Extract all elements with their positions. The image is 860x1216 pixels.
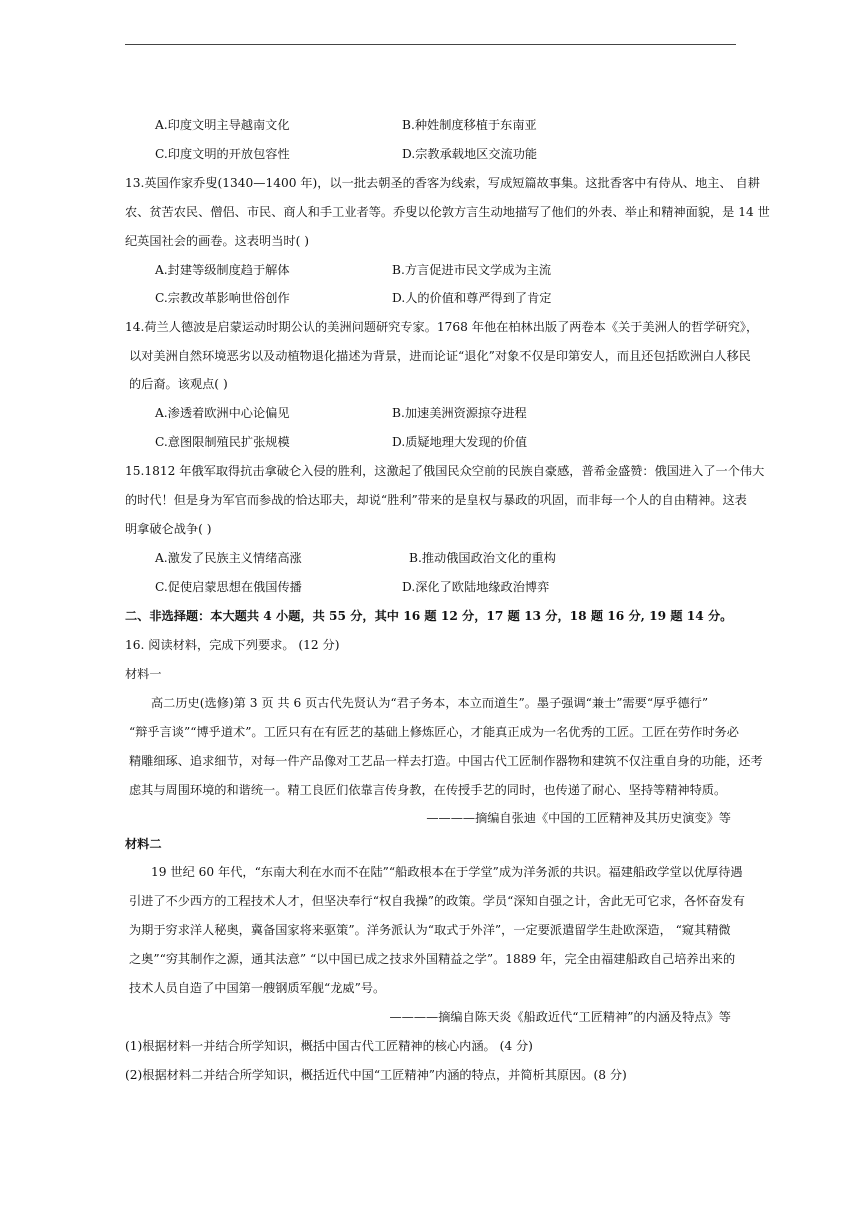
- q16-stem: 16. 阅读材料，完成下列要求。 (12 分): [125, 638, 340, 652]
- q15-option-a: A.激发了民族主义情绪高涨: [155, 551, 302, 565]
- q15-stem-line: 明拿破仑战争( ): [125, 522, 212, 536]
- q15-option-c: C.促使启蒙思想在俄国传播: [155, 580, 302, 594]
- section-two-heading: 二、非选择题：本大题共 4 小题，共 55 分，其中 16 题 12 分，17 题 13 分，18 题 16 分, 19 题 14 分。: [125, 609, 733, 623]
- q13-option-d: D.人的价值和尊严得到了肯定: [392, 291, 552, 305]
- material1-line: 虑其与周围环境的和谐统一。精工良匠们依靠言传身教，在传授手艺的同时，也传递了耐心、坚持等精神特质。: [129, 783, 727, 797]
- material2-line: 19 世纪 60 年代，“东南大利在水而不在陆”“船政根本在于学堂”成为洋务派的共识。福建船政学堂以优厚待遇: [151, 865, 743, 879]
- material1-label: 材料一: [125, 667, 162, 681]
- q14-option-b: B.加速美洲资源掠夺进程: [392, 406, 527, 420]
- q13-option-b: B.方言促进市民文学成为主流: [392, 263, 552, 277]
- q15-option-d: D.深化了欧陆地缘政治博弈: [402, 580, 550, 594]
- material2-line: 之奥”“穷其制作之源，通其法意” “以中国已成之技求外国精益之学”。1889 年，完全由福建船政自己培养出来的: [129, 952, 736, 966]
- material1-line: “辩乎言谈”“博乎道术”。工匠只有在有匠艺的基础上修炼匠心，才能真正成为一名优秀的工匠。工匠在劳作时务必: [129, 725, 739, 739]
- q15-option-b: B.推动俄国政治文化的重构: [409, 551, 556, 565]
- q13-stem-line: 农、贫苦农民、僧侣、市民、商人和手工业者等。乔叟以伦敦方言生动地描写了他们的外表、举止和精神面貌，是 14 世: [125, 205, 770, 219]
- q12-option-d: D.宗教承载地区交流功能: [402, 147, 538, 161]
- q13-option-a: A.封建等级制度趋于解体: [155, 263, 290, 277]
- q14-option-a: A.渗透着欧洲中心论偏见: [155, 406, 290, 420]
- material1-source: ————摘编自张迪《中国的工匠精神及其历史演变》等: [426, 811, 731, 825]
- q12-option-a: A.印度文明主导越南文化: [155, 118, 290, 132]
- q15-stem-line: 15.1812 年俄军取得抗击拿破仑入侵的胜利，这激起了俄国民众空前的民族自豪感，普希金盛赞：俄国进入了一个伟大: [125, 464, 765, 478]
- q12-option-b: B.种姓制度移植于东南亚: [402, 118, 537, 132]
- q16-subquestion-1: (1)根据材料一并结合所学知识，概括中国古代工匠精神的核心内涵。 (4 分): [125, 1039, 533, 1053]
- q12-option-c: C.印度文明的开放包容性: [155, 147, 290, 161]
- q14-option-d: D.质疑地理大发现的价值: [392, 435, 528, 449]
- q14-stem-line: 以对美洲自然环境恶劣以及动植物退化描述为背景，进而论证“退化”对象不仅是印第安人，而且还包括欧洲白人移民: [129, 349, 751, 363]
- q16-subquestion-2: (2)根据材料二并结合所学知识，概括近代中国“工匠精神”内涵的特点，并简析其原因。(8 分): [125, 1068, 627, 1082]
- q14-stem-line: 14.荷兰人德波是启蒙运动时期公认的美洲问题研究专家。1768 年他在柏林出版了两卷本《关于美洲人的哲学研究》，: [125, 320, 759, 334]
- q15-stem-line: 的时代！但是身为军官而参战的恰达耶夫，却说“胜利”带来的是皇权与暴政的巩固，而非每一个人的自由精神。这表: [125, 493, 747, 507]
- material1-line: 高二历史(选修)第 3 页 共 6 页古代先贤认为“君子务本，本立而道生”。墨子强调“兼士”需要“厚乎德行”: [151, 696, 709, 710]
- q14-option-c: C.意图限制殖民扩张规模: [155, 435, 290, 449]
- q13-option-c: C.宗教改革影响世俗创作: [155, 291, 290, 305]
- material2-line: 为期于穷求洋人秘奥，冀备国家将来驱策”。洋务派认为“取式于外洋”，一定要派遣留学生赴欧深造， “窥其精微: [129, 923, 731, 937]
- material2-label: 材料二: [125, 837, 162, 851]
- material2-line: 引进了不少西方的工程技术人才，但坚决奉行“权自我操”的政策。学员“深知自强之计，舍此无可它求，各怀奋发有: [129, 894, 745, 908]
- q13-stem-line: 纪英国社会的画卷。这表明当时( ): [125, 234, 310, 248]
- material1-line: 精雕细琢、追求细节，对每一件产品像对工艺品一样去打造。中国古代工匠制作器物和建筑不仅注重自身的功能，还考: [129, 754, 763, 768]
- q14-stem-line: 的后裔。该观点( ): [129, 377, 228, 391]
- q13-stem-line: 13.英国作家乔叟(1340—1400 年)，以一批去朝圣的香客为线索，写成短篇故事集。这批香客中有侍从、地主、 自耕: [125, 176, 760, 190]
- material2-line: 技术人员自造了中国第一艘钢质军舰“龙威”号。: [129, 981, 386, 995]
- header-rule: [125, 44, 736, 45]
- material2-source: ————摘编自陈天炎《船政近代“工匠精神”的内涵及特点》等: [389, 1010, 731, 1024]
